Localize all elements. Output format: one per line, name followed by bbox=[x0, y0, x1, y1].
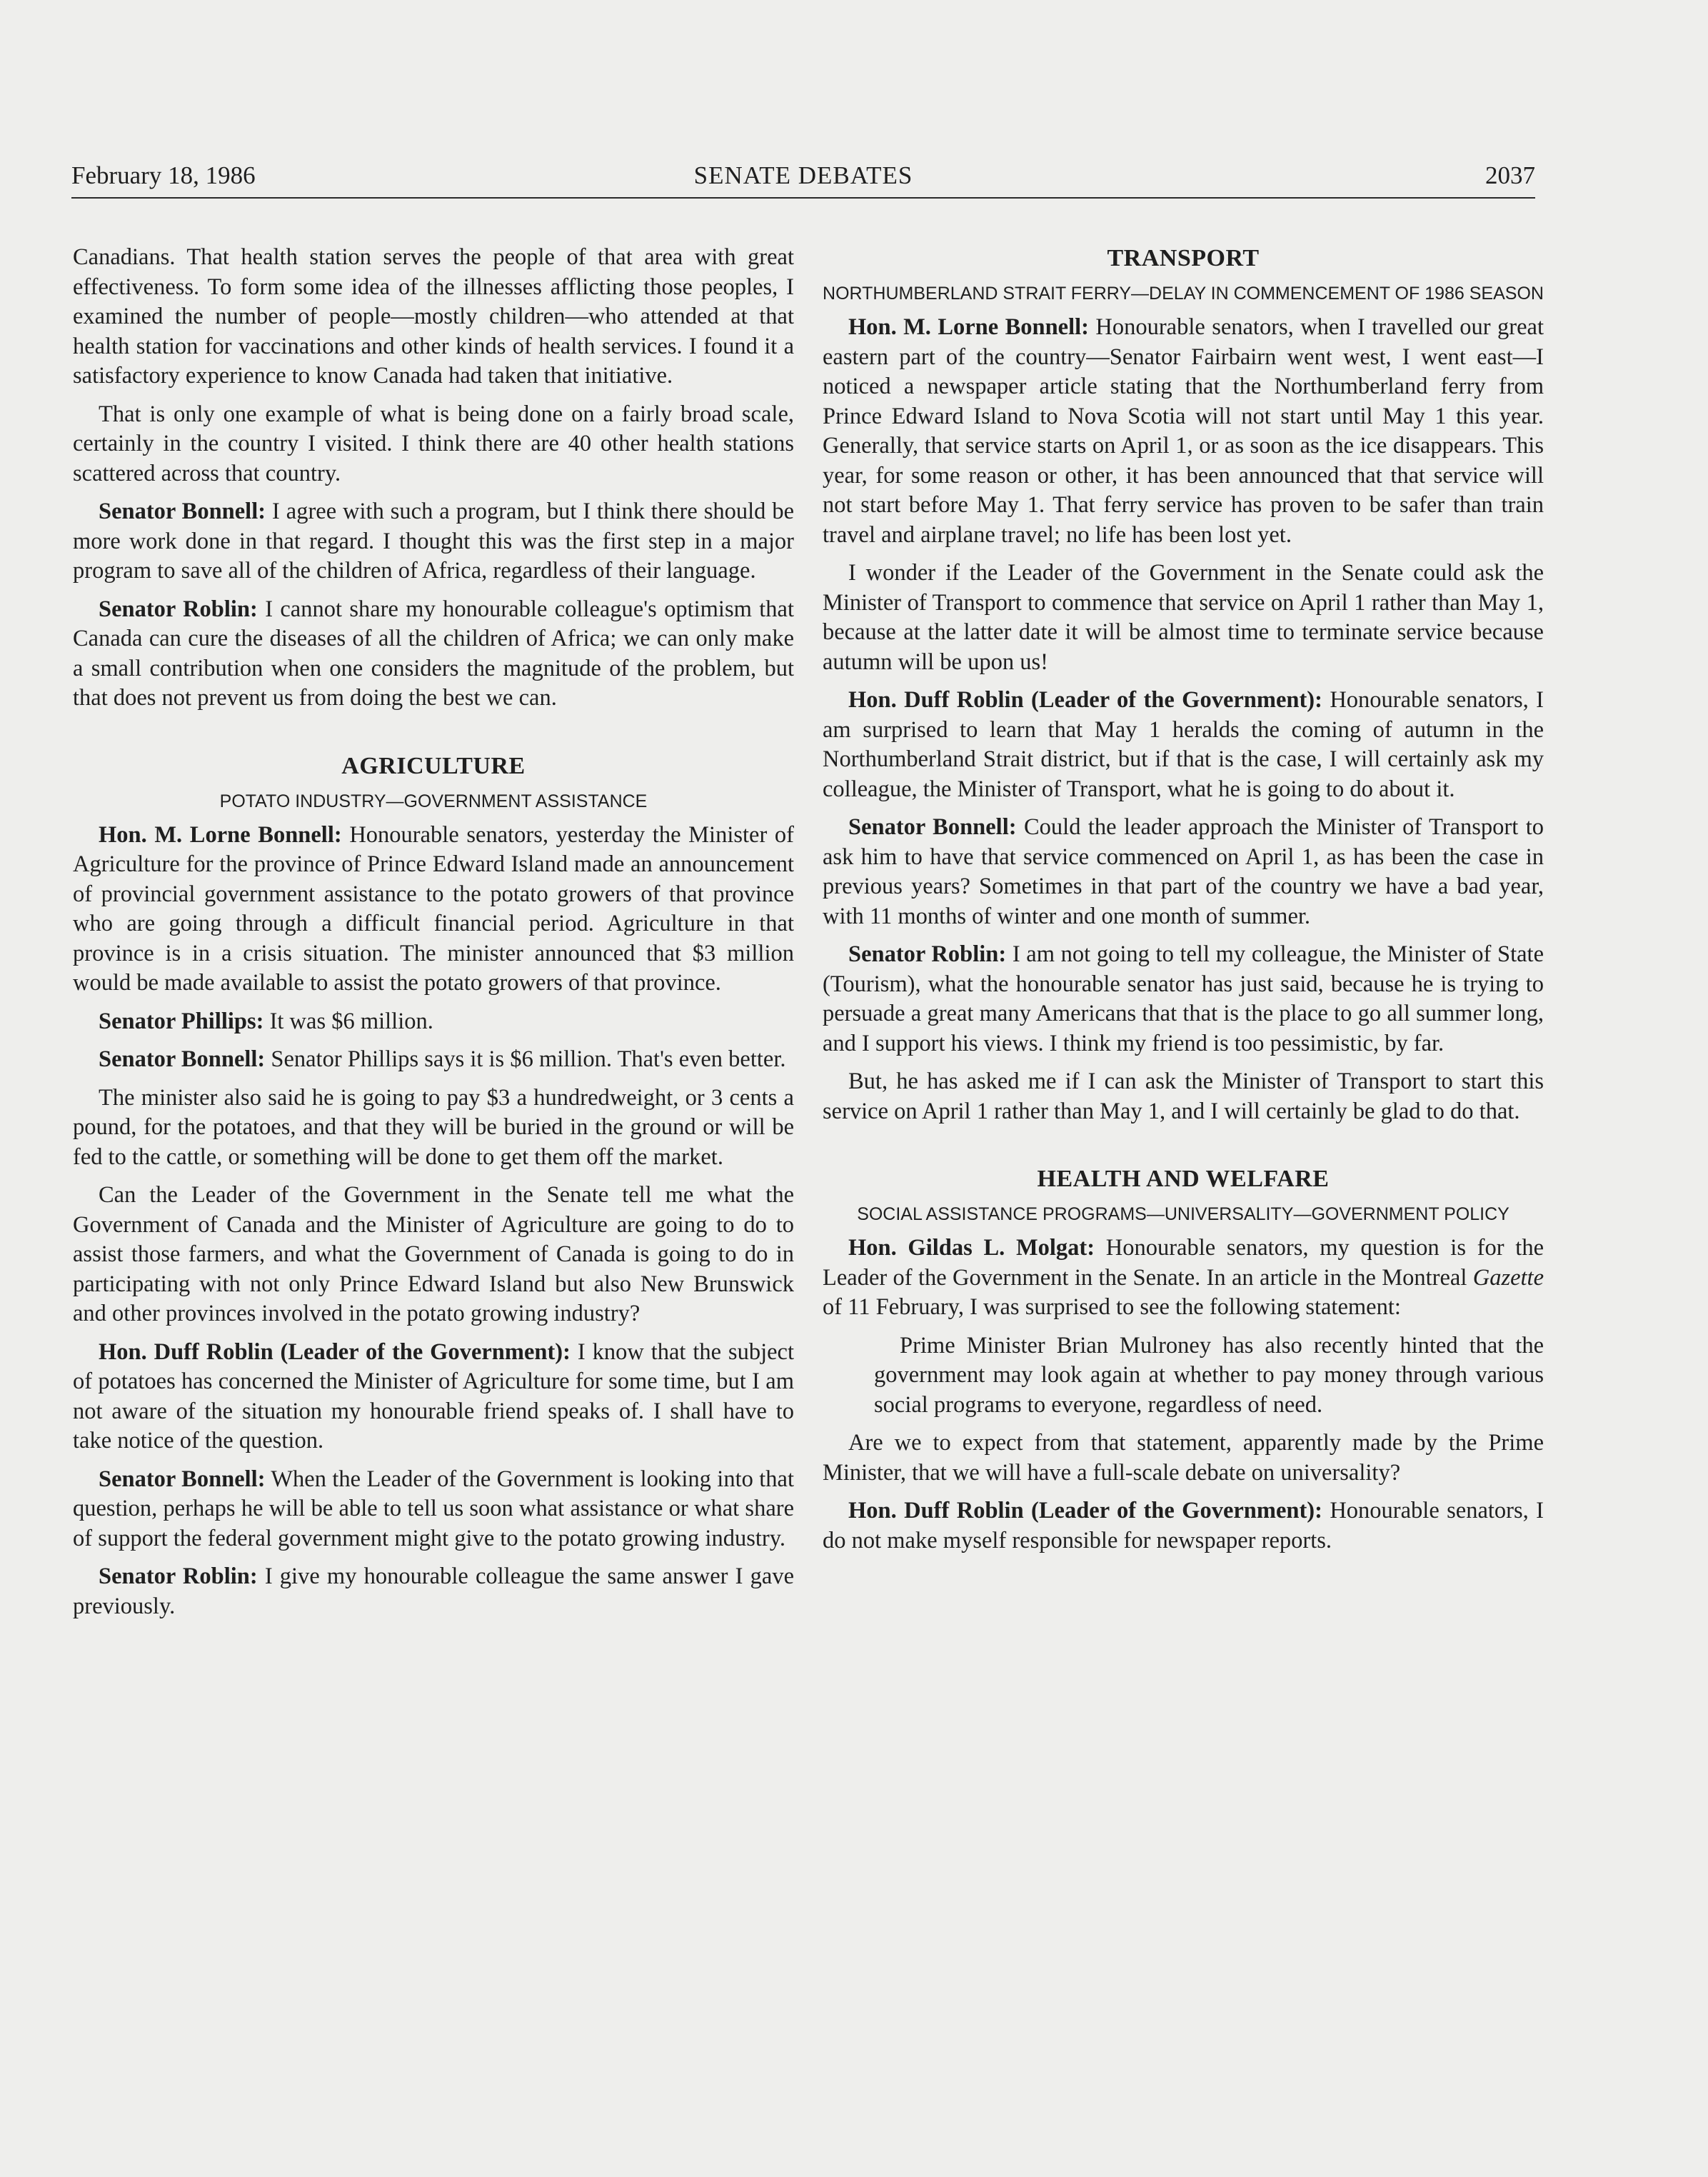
speech-text: I cannot share my honourable colleague's optimism that Canada can cure the diseases of all the children of Africa; we can only make a small contribution when one considers the magnitude of the problem, but that does not prevent us from doing the best we can. bbox=[73, 596, 794, 711]
speech-text: Honourable senators, I am surprised to learn that May 1 heralds the coming of autumn in the Northumberland Strait district, but if that is the case, I will certainly ask my colleague, the Minister of Transport, what he is going to do about it. bbox=[823, 687, 1544, 802]
paragraph: I wonder if the Leader of the Government in the Senate could ask the Minister of Transport to commence that service on April 1 rather than May 1, because at the latter date it will be almost time to terminate service because autumn will be upon us! bbox=[823, 560, 1544, 675]
paragraph bbox=[823, 313, 1544, 550]
paragraph bbox=[73, 497, 794, 586]
page-number: 2037 bbox=[1485, 161, 1535, 189]
section-heading-agriculture: AGRICULTURE bbox=[341, 752, 526, 779]
speaker-name: Hon. Duff Roblin (Leader of the Government): bbox=[848, 687, 1322, 713]
paragraph: The minister also said he is going to pay $3 a hundredweight, or 3 cents a pound, for the potatoes, and that they will be buried in the ground or will be fed to the cattle, or something will be done to get them off the market. bbox=[73, 1084, 794, 1170]
speech-text: I know that the subject of potatoes has concerned the Minister of Agriculture for some time, but I am not aware of the situation my honourable friend speaks of. I shall have to take notice of the question. bbox=[73, 1338, 794, 1453]
speech-text: Honourable senators, yesterday the Minister of Agriculture for the province of Prince Edward Island made an announcement of provincial government assistance to the potato growers of that province who are going through a difficult financial period. Agriculture in that province is in a crisis situation. The minister announced that $3 million would be made available to assist the potato growers of that province. bbox=[73, 821, 794, 996]
section-subheading: SOCIAL ASSISTANCE PROGRAMS—UNIVERSALITY—GOVERNMENT POLICY bbox=[857, 1204, 1509, 1224]
speaker-name: Hon. Duff Roblin (Leader of the Government): bbox=[99, 1338, 571, 1365]
paragraph bbox=[73, 1465, 794, 1554]
page-header bbox=[71, 161, 1535, 199]
paragraph bbox=[823, 1496, 1544, 1556]
right-column bbox=[823, 243, 1544, 1564]
paragraph: That is only one example of what is being done on a fairly broad scale, certainly in the country I visited. I think there are 40 other health stations scattered across that country. bbox=[73, 401, 794, 486]
speaker-name: Hon. M. Lorne Bonnell: bbox=[99, 821, 342, 848]
speech-text: When the Leader of the Government is looking into that question, perhaps he will be able to tell us soon what assistance or what share of support the federal government might give to the potato growing industry. bbox=[73, 1466, 794, 1551]
speech-text: Senator Phillips says it is $6 million. That's even better. bbox=[265, 1046, 786, 1072]
section-heading-health: HEALTH AND WELFARE bbox=[1037, 1166, 1330, 1192]
paragraph: Can the Leader of the Government in the Senate tell me what the Government of Canada and the Minister of Agriculture are going to do to assist those farmers, and what the Government of Canada is going to do in participating with not only Prince Edward Island but also New Brunswick and other provinces involved in the potato growing industry? bbox=[73, 1182, 794, 1326]
speech-text: I am not going to tell my colleague, the Minister of State (Tourism), what the honourable senator has just said, because he is trying to persuade a great many Americans that that is the place to go all summer long, and I support his views. I think my friend is too pessimistic, by far. bbox=[823, 941, 1544, 1056]
section-heading-transport: TRANSPORT bbox=[1107, 245, 1260, 271]
paragraph bbox=[73, 1562, 794, 1621]
speaker-name: Senator Roblin: bbox=[99, 1563, 258, 1589]
paragraph bbox=[823, 1233, 1544, 1323]
speech-text: Honourable senators, my question is for the Leader of the Government in the Senate. In an article in the Montreal bbox=[823, 1235, 1544, 1291]
header-date: February 18, 1986 bbox=[71, 161, 256, 189]
section-subheading: POTATO INDUSTRY—GOVERNMENT ASSISTANCE bbox=[219, 791, 648, 811]
paragraph bbox=[823, 940, 1544, 1059]
speech-text: I give my honourable colleague the same answer I gave previously. bbox=[73, 1563, 794, 1619]
speech-text: I agree with such a program, but I think there should be more work done in that regard. I thought this was the first step in a major program to save all of the children of Africa, regardless of their language. bbox=[73, 499, 794, 584]
speaker-name: Senator Bonnell: bbox=[99, 499, 266, 524]
speaker-name: Hon. M. Lorne Bonnell: bbox=[848, 314, 1089, 340]
speaker-name: Senator Roblin: bbox=[848, 941, 1007, 967]
paragraph bbox=[73, 821, 794, 999]
speech-text: Honourable senators, I do not make myself responsible for newspaper reports. bbox=[823, 1498, 1544, 1553]
paragraph: Are we to expect from that statement, apparently made by the Prime Minister, that we will have a full-scale debate on universality? bbox=[823, 1430, 1544, 1486]
paragraph bbox=[823, 813, 1544, 931]
section-subheading: NORTHUMBERLAND STRAIT FERRY—DELAY IN COMMENCEMENT OF 1986 SEASON bbox=[823, 284, 1544, 304]
left-column bbox=[73, 243, 794, 1630]
speaker-name: Senator Bonnell: bbox=[99, 1466, 266, 1492]
quote-text: Prime Minister Brian Mulroney has also recently hinted that the government may look again at whether to pay money through various social programs to everyone, regardless of need. bbox=[874, 1332, 1544, 1418]
speaker-name: Hon. Gildas L. Molgat: bbox=[848, 1235, 1095, 1261]
newspaper-name: Gazette bbox=[1472, 1264, 1544, 1291]
paragraph bbox=[823, 686, 1544, 804]
paragraph bbox=[73, 595, 794, 714]
block-quote bbox=[874, 1331, 1544, 1421]
speaker-name: Senator Roblin: bbox=[99, 596, 258, 622]
speech-text: of 11 February, I was surprised to see the following statement: bbox=[823, 1294, 1401, 1320]
speech-text: Could the leader approach the Minister of Transport to ask him to have that service commenced on April 1, as has been the case in previous years? Sometimes in that part of the country we have a bad year, with 11 months of winter and one month of summer. bbox=[823, 814, 1544, 929]
paragraph bbox=[73, 1007, 794, 1037]
speaker-name: Senator Bonnell: bbox=[848, 814, 1017, 840]
paragraph bbox=[73, 1338, 794, 1456]
speaker-name: Senator Bonnell: bbox=[99, 1046, 266, 1072]
speaker-name: Hon. Duff Roblin (Leader of the Government): bbox=[848, 1498, 1322, 1523]
speaker-name: Senator Phillips: bbox=[99, 1008, 264, 1034]
speech-text: It was $6 million. bbox=[263, 1008, 433, 1034]
speech-text: Honourable senators, when I travelled our great eastern part of the country—Senator Fairbairn went west, I went east—I noticed a newspaper article stating that the Northumberland ferry from Prince Edward Island to Nova Scotia will not start until May 1 this year. Generally, that service starts on April 1, or as soon as the ice disappears. This year, for some reason or other, it has been announced that that service will not start before May 1. That ferry service has proven to be safer than train travel and airplane travel; no life has been lost yet. bbox=[823, 314, 1544, 548]
paragraph: Canadians. That health station serves the people of that area with great effectiveness. To form some idea of the illnesses afflicting those peoples, I examined the number of people—mostly children—who attended at that health station for vaccinations and other kinds of health services. I found it a satisfactory experience to know Canada had taken that initiative. bbox=[73, 244, 794, 389]
paragraph bbox=[73, 1045, 794, 1075]
header-title: SENATE DEBATES bbox=[693, 161, 913, 189]
paragraph: But, he has asked me if I can ask the Minister of Transport to start this service on April 1 rather than May 1, and I will certainly be glad to do that. bbox=[823, 1069, 1544, 1124]
